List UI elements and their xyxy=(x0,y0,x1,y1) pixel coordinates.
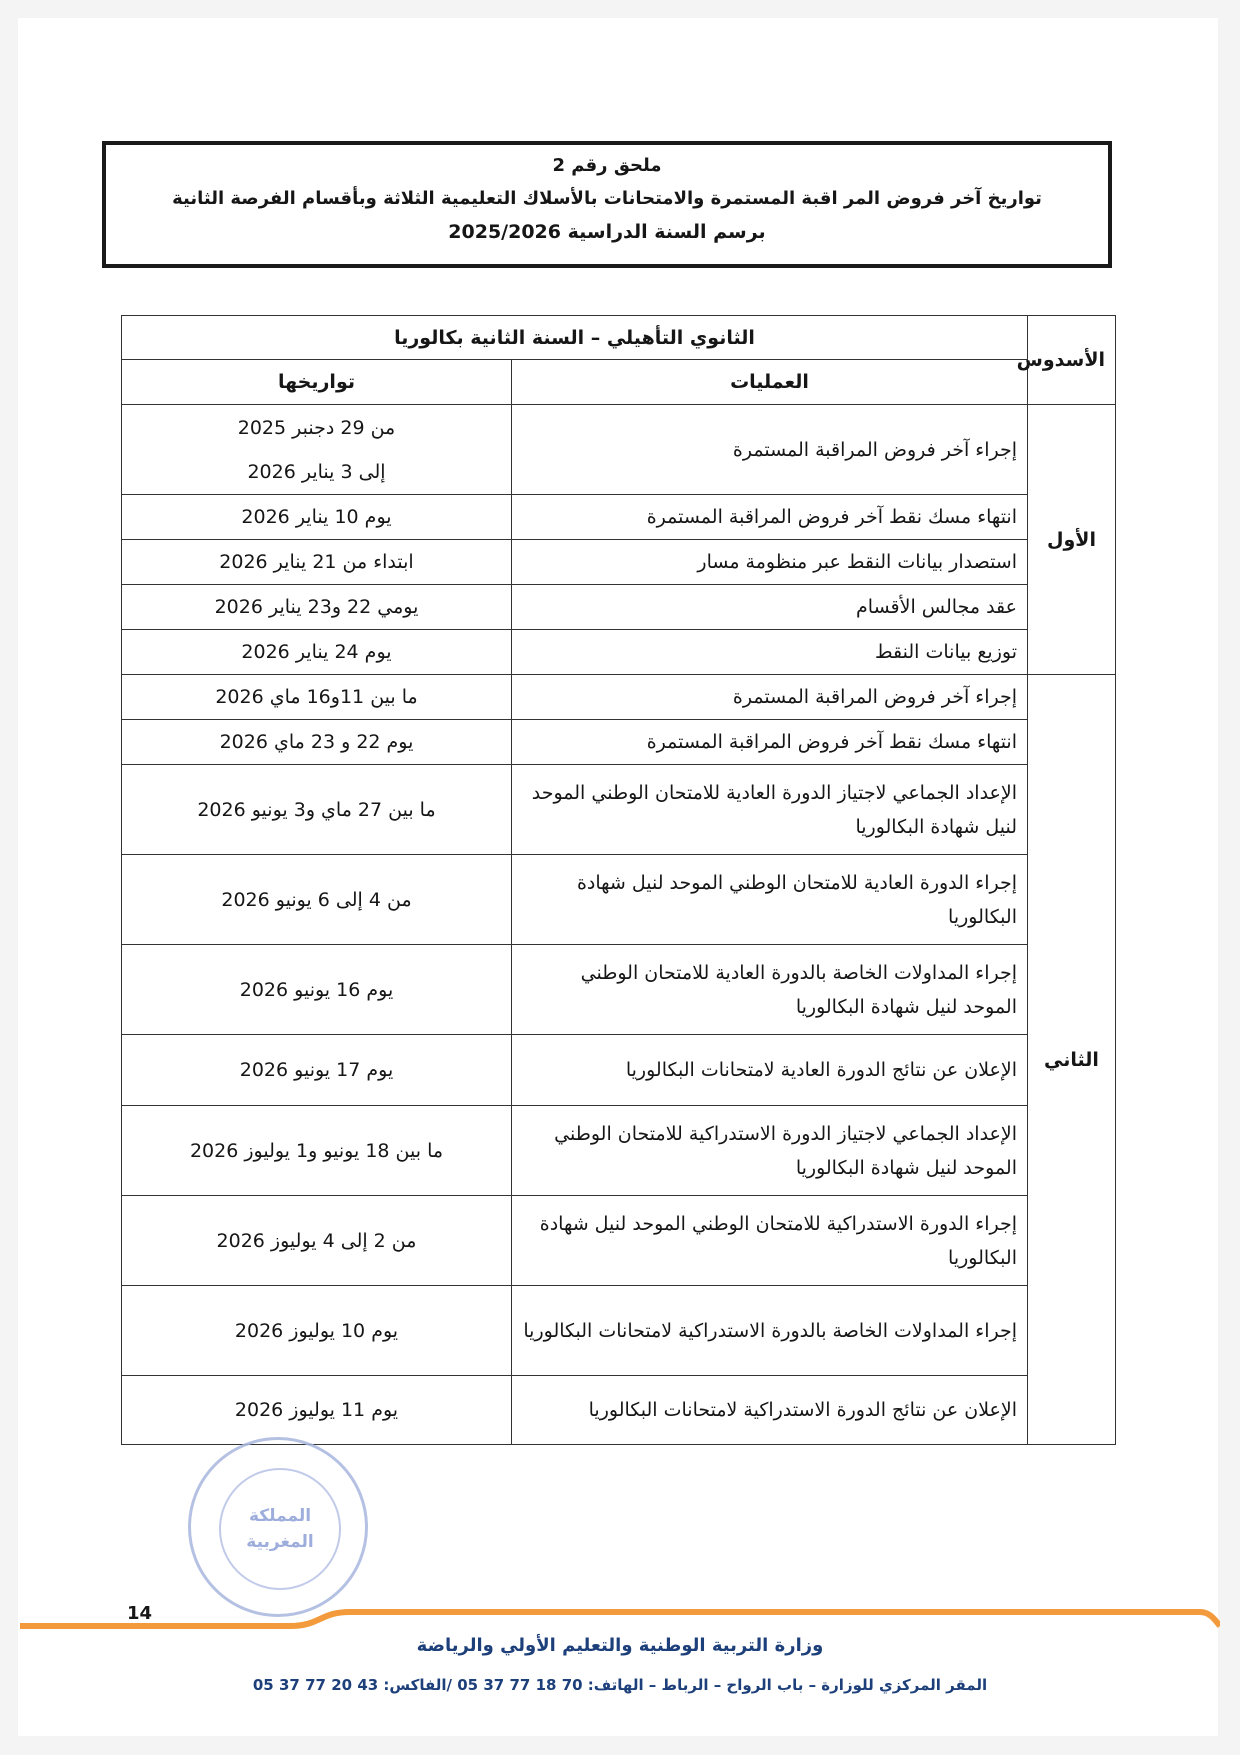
date-cell: يوم 17 يونيو 2026 xyxy=(122,1035,512,1106)
annex-number: ملحق رقم 2 xyxy=(552,155,662,176)
semester-header: الأسدوس xyxy=(1028,316,1116,405)
table-row xyxy=(122,1035,1116,1106)
table-row xyxy=(122,765,1116,855)
operation-cell: انتهاء مسك نقط آخر فروض المراقبة المستمرة xyxy=(512,495,1028,540)
date-end: إلى 3 يناير 2026 xyxy=(247,460,386,483)
operation-cell: عقد مجالس الأقسام xyxy=(512,585,1028,630)
table-row xyxy=(122,1286,1116,1376)
operation-cell: انتهاء مسك نقط آخر فروض المراقبة المستمرة xyxy=(512,720,1028,765)
date-cell: يوم 10 يناير 2026 xyxy=(122,495,512,540)
date-cell: يوم 10 يوليوز 2026 xyxy=(122,1286,512,1376)
table-row xyxy=(122,1376,1116,1445)
operation-cell: إجراء آخر فروض المراقبة المستمرة xyxy=(512,675,1028,720)
operation-cell: إجراء الدورة الاستدراكية للامتحان الوطني الموحد لنيل شهادة البكالوريا xyxy=(512,1196,1028,1286)
level-header: الثانوي التأهيلي – السنة الثانية بكالوريا xyxy=(122,316,1028,360)
operation-cell: الإعداد الجماعي لاجتياز الدورة العادية للامتحان الوطني الموحد لنيل شهادة البكالوريا xyxy=(512,765,1028,855)
operations-header: العمليات xyxy=(512,360,1028,405)
schedule-table xyxy=(121,315,1116,1445)
semester-2-label: الثاني xyxy=(1028,675,1116,1445)
school-year: برسم السنة الدراسية 2025/2026 xyxy=(448,221,766,243)
date-cell: يومي 22 و23 يناير 2026 xyxy=(122,585,512,630)
table-row xyxy=(122,1106,1116,1196)
operation-cell: الإعداد الجماعي لاجتياز الدورة الاستدراكية للامتحان الوطني الموحد لنيل شهادة البكالوريا xyxy=(512,1106,1028,1196)
table-header-row xyxy=(122,316,1116,360)
date-cell xyxy=(122,405,512,495)
table-row xyxy=(122,945,1116,1035)
date-cell: يوم 24 يناير 2026 xyxy=(122,630,512,675)
table-row xyxy=(122,720,1116,765)
operation-cell: إجراء آخر فروض المراقبة المستمرة xyxy=(512,405,1028,495)
date-cell: يوم 22 و 23 ماي 2026 xyxy=(122,720,512,765)
table-row xyxy=(122,675,1116,720)
annex-header-box xyxy=(102,141,1112,268)
date-cell: من 4 إلى 6 يونيو 2026 xyxy=(122,855,512,945)
operation-cell: توزيع بيانات النقط xyxy=(512,630,1028,675)
table-row xyxy=(122,630,1116,675)
date-cell: ما بين 11و16 ماي 2026 xyxy=(122,675,512,720)
operation-cell: الإعلان عن نتائج الدورة العادية لامتحانات البكالوريا xyxy=(512,1035,1028,1106)
operation-cell: الإعلان عن نتائج الدورة الاستدراكية لامتحانات البكالوريا xyxy=(512,1376,1028,1445)
table-row xyxy=(122,495,1116,540)
date-cell: ما بين 18 يونيو و1 يوليوز 2026 xyxy=(122,1106,512,1196)
footer-wave-path xyxy=(20,1612,1220,1626)
date-cell: يوم 16 يونيو 2026 xyxy=(122,945,512,1035)
table-row xyxy=(122,855,1116,945)
document-title: تواريخ آخر فروض المر اقبة المستمرة والامتحانات بالأسلاك التعليمية الثلاثة وبأقسام الفرصة الثانية xyxy=(172,188,1042,209)
operation-cell: إجراء المداولات الخاصة بالدورة الاستدراكية لامتحانات البكالوريا xyxy=(512,1286,1028,1376)
page-number: 14 xyxy=(127,1603,153,1624)
date-cell: يوم 11 يوليوز 2026 xyxy=(122,1376,512,1445)
date-start: من 29 دجنبر 2025 xyxy=(237,416,396,439)
table-row xyxy=(122,585,1116,630)
ministry-stamp xyxy=(188,1437,368,1617)
date-cell: من 2 إلى 4 يوليوز 2026 xyxy=(122,1196,512,1286)
column-header-row xyxy=(122,360,1116,405)
ministry-name: وزارة التربية الوطنية والتعليم الأولي والرياضة xyxy=(416,1635,824,1656)
stamp-line-1: المملكة xyxy=(248,1506,312,1526)
table-row xyxy=(122,405,1116,495)
date-cell: ابتداء من 21 يناير 2026 xyxy=(122,540,512,585)
dates-header: تواريخها xyxy=(122,360,512,405)
footer-wave-line xyxy=(20,1600,1220,1640)
operation-cell: استصدار بيانات النقط عبر منظومة مسار xyxy=(512,540,1028,585)
table-row xyxy=(122,1196,1116,1286)
stamp-line-2: المغربية xyxy=(246,1532,314,1552)
table-row xyxy=(122,540,1116,585)
operation-cell: إجراء الدورة العادية للامتحان الوطني الموحد لنيل شهادة البكالوريا xyxy=(512,855,1028,945)
ministry-address: المقر المركزي للوزارة – باب الرواح – الرباط – الهاتف: 70 18 77 37 05 /الفاكس: 43 20 77 37 05 xyxy=(252,1676,988,1694)
semester-1-label: الأول xyxy=(1028,405,1116,675)
date-cell: ما بين 27 ماي و3 يونيو 2026 xyxy=(122,765,512,855)
operation-cell: إجراء المداولات الخاصة بالدورة العادية للامتحان الوطني الموحد لنيل شهادة البكالوريا xyxy=(512,945,1028,1035)
stamp-center xyxy=(219,1468,341,1590)
